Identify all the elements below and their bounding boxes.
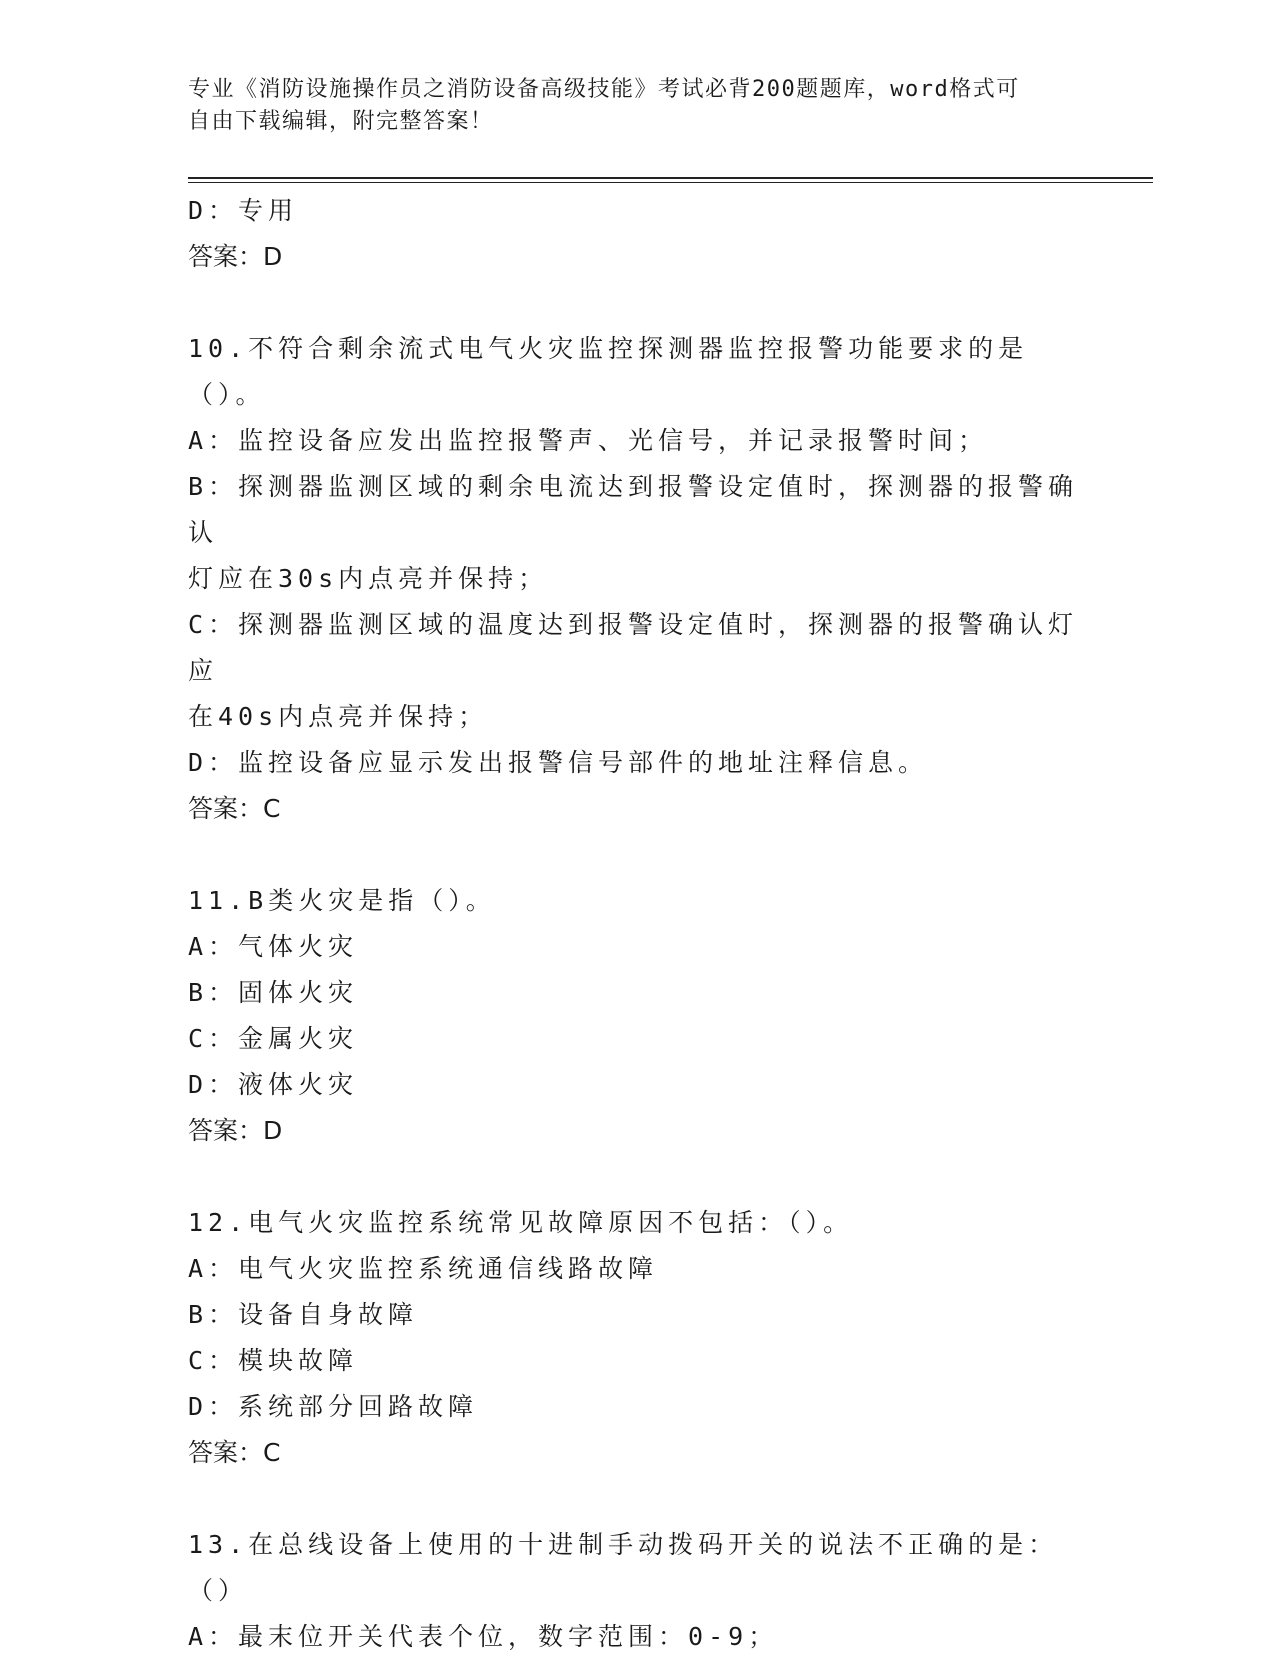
answer-line: 答案：D [188, 242, 283, 271]
option-a: A：电气火灾监控系统通信线路故障 [188, 1254, 659, 1283]
option-c-line-2: 在40s内点亮并保持； [188, 702, 489, 731]
option-d: D：系统部分回路故障 [188, 1392, 479, 1421]
header-divider-thin [188, 182, 1153, 183]
option-a: A：气体火灾 [188, 932, 359, 961]
option-b-line-2: 灯应在30s内点亮并保持； [188, 564, 549, 593]
spacer [188, 1154, 1088, 1200]
document-header [188, 74, 1088, 138]
question-list [188, 188, 1088, 1660]
question-stem: 12.电气火灾监控系统常见故障原因不包括：（）。 [188, 1208, 854, 1237]
question-11 [188, 878, 1088, 1154]
option-b: B：固体火灾 [188, 978, 359, 1007]
option-d: D：专用 [188, 196, 299, 225]
question-13 [188, 1522, 1088, 1660]
option-b: B：设备自身故障 [188, 1300, 419, 1329]
option-d: D：监控设备应显示发出报警信号部件的地址注释信息。 [188, 748, 929, 777]
question-9-tail [188, 188, 1088, 280]
option-a: A：最末位开关代表个位，数字范围：0-9； [188, 1622, 779, 1651]
question-stem: 13.在总线设备上使用的十进制手动拨码开关的说法不正确的是：（） [188, 1530, 1059, 1605]
answer-line: 答案：C [188, 1438, 281, 1467]
question-10 [188, 326, 1088, 832]
spacer [188, 1476, 1088, 1522]
header-divider-thick [188, 177, 1153, 179]
option-b-line-1: B：探测器监测区域的剩余电流达到报警设定值时，探测器的报警确认 [188, 472, 1079, 547]
question-stem: 11.B类火灾是指（）。 [188, 886, 496, 915]
question-stem: 10.不符合剩余流式电气火灾监控探测器监控报警功能要求的是（）。 [188, 334, 1029, 409]
header-title-line-2: 自由下载编辑，附完整答案！ [188, 109, 494, 134]
question-12 [188, 1200, 1088, 1476]
answer-line: 答案：C [188, 794, 281, 823]
option-d: D：液体火灾 [188, 1070, 359, 1099]
option-a: A：监控设备应发出监控报警声、光信号，并记录报警时间； [188, 426, 989, 455]
option-c: C：金属火灾 [188, 1024, 359, 1053]
spacer [188, 832, 1088, 878]
answer-line: 答案：D [188, 1116, 283, 1145]
spacer [188, 280, 1088, 326]
option-c: C：模块故障 [188, 1346, 359, 1375]
option-c-line-1: C：探测器监测区域的温度达到报警设定值时，探测器的报警确认灯应 [188, 610, 1079, 685]
header-title-line-1: 专业《消防设施操作员之消防设备高级技能》考试必背200题题库，word格式可 [188, 77, 1020, 102]
